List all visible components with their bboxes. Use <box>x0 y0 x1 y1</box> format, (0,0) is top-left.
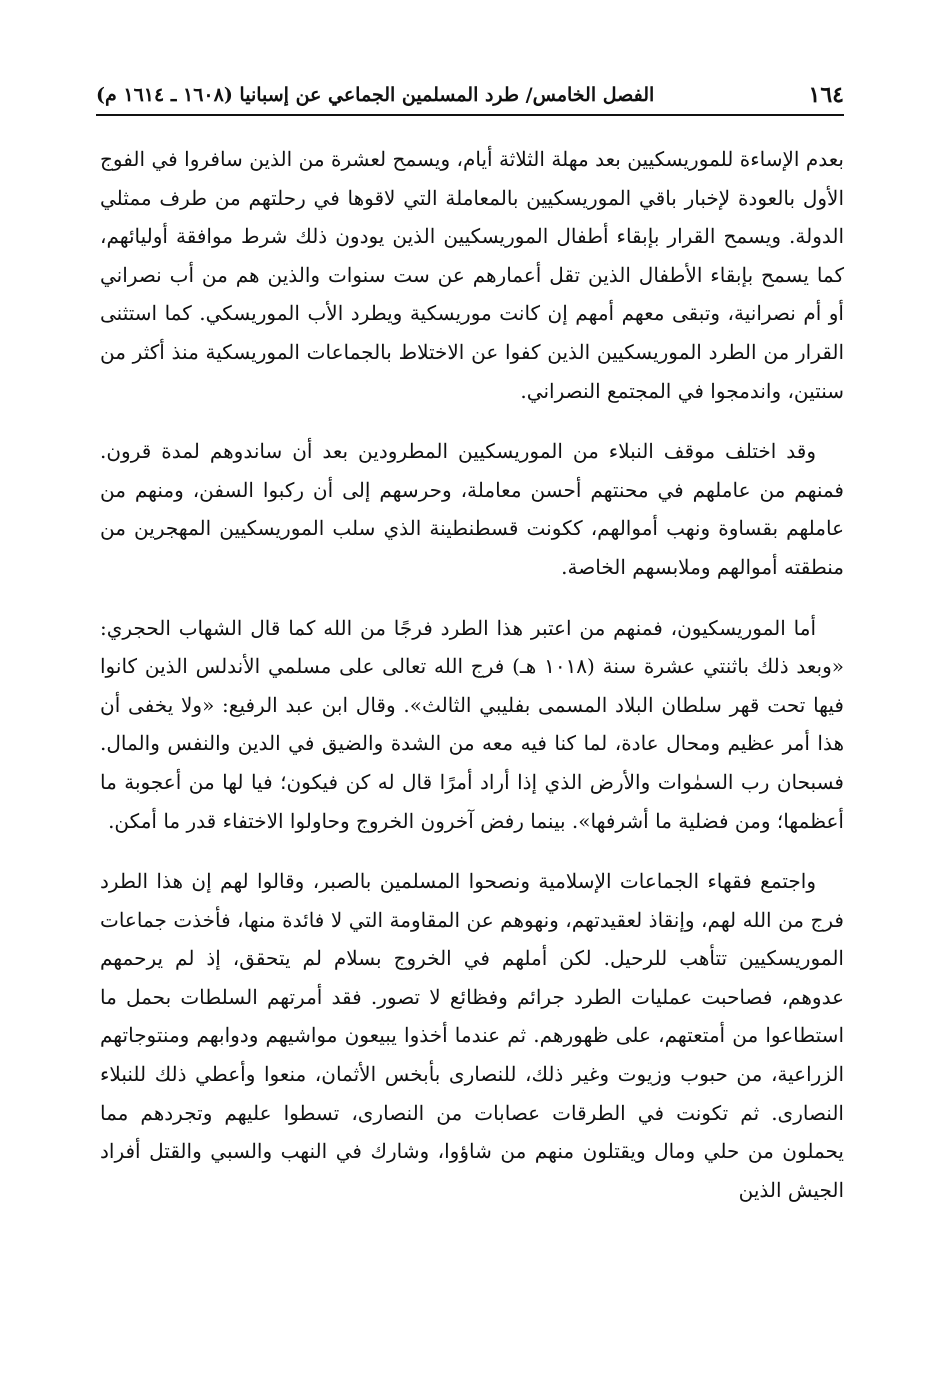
body-text <box>100 140 844 1231</box>
page-number: ١٦٤ <box>808 82 844 108</box>
running-head <box>96 78 844 112</box>
paragraph-3: أما الموريسكيون، فمنهم من اعتبر هذا الطرد فرجًا من الله كما قال الشهاب الحجري: «وبعد ذلك باثنتي عشرة سنة (١٠١٨ هـ) فرج الله تعالى على مسلمي الأندلس الذين كانوا فيها تحت قهر سلطان البلاد المسمى بفليبي الثالث». وقال ابن عبد الرفيع: «ولا يخفى أن هذا أمر عظيم ومحال عادة، لما كنا فيه معه من الشدة والضيق في الدين والنفس والمال. فسبحان رب السمٰوات والأرض الذي إذا أراد أمرًا قال له كن فيكون؛ فيا لها من أعجوبة ما أعظمها؛ ومن فضلية ما أشرفها». بينما رفض آخرون الخروج وحاولوا الاختفاء قدر ما أمكن. <box>100 615 844 833</box>
paragraph-1: بعدم الإساءة للموريسكيين بعد مهلة الثلاثة أيام، ويسمح لعشرة من الذين سافروا في الفوج الأول بالعودة لإخبار باقي الموريسكيين بالمعاملة التي لاقوها في رحلتهم من طرف ممثلي الدولة. ويسمح القرار بإبقاء أطفال الموريسكيين الذين يودون ذلك شرط موافقة أوليائهم، كما يسمح بإبقاء الأطفال الذين تقل أعمارهم عن ست سنوات والذين هم من أب نصراني أو أم نصرانية، وتبقى معهم أمهم إن كانت موريسكية ويطرد الأب الموريسكي. كما استثنى القرار من الطرد الموريسكيين الذين كفوا عن الاختلاط بالجماعات الموريسكية منذ أكثر من سنتين، واندمجوا في المجتمع النصراني. <box>100 147 844 403</box>
header-rule <box>96 114 844 116</box>
paragraph-4: واجتمع فقهاء الجماعات الإسلامية ونصحوا المسلمين بالصبر، وقالوا لهم إن هذا الطرد فرج من الله لهم، وإنقاذ لعقيدتهم، ونهوهم عن المقاومة التي لا فائدة منها، فأخذت جماعات الموريسكيين تتأهب للرحيل. لكن أملهم في الخروج بسلام لم يتحقق، إذ لم يرحمهم عدوهم، فصاحبت عمليات الطرد جرائم وفظائع لا تصور. فقد أمرتهم السلطات بحمل ما استطاعوا من أمتعتهم، على ظهورهم. ثم عندما أخذوا يبيعون مواشيهم ودوابهم ومنتوجاتهم الزراعية، من حبوب وزيوت وغير ذلك، للنصارى بأبخس الأثمان، منعوا وأعطي ذلك للنبلاء النصارى. ثم تكونت في الطرقات عصابات من النصارى، تسطوا عليهم وتجردهم مما يحملون من حلي ومال ويقتلون منهم من شاؤوا، وشارك في النهب والسبي والقتل أفراد الجيش الذين <box>100 869 844 1202</box>
chapter-title: الفصل الخامس/ طرد المسلمين الجماعي عن إسبانيا (١٦٠٨ ـ ١٦١٤ م) <box>96 84 655 106</box>
paragraph-2: وقد اختلف موقف النبلاء من الموريسكيين المطرودين بعد أن ساندوهم لمدة قرون. فمنهم من عاملهم في محنتهم أحسن معاملة، وحرسهم إلى أن ركبوا السفن، ومنهم من عاملهم بقساوة ونهب أموالهم، ككونت قسطنطينة الذي سلب الموريسكيين المهجرين من منطقته أموالهم وملابسهم الخاصة. <box>100 439 844 579</box>
